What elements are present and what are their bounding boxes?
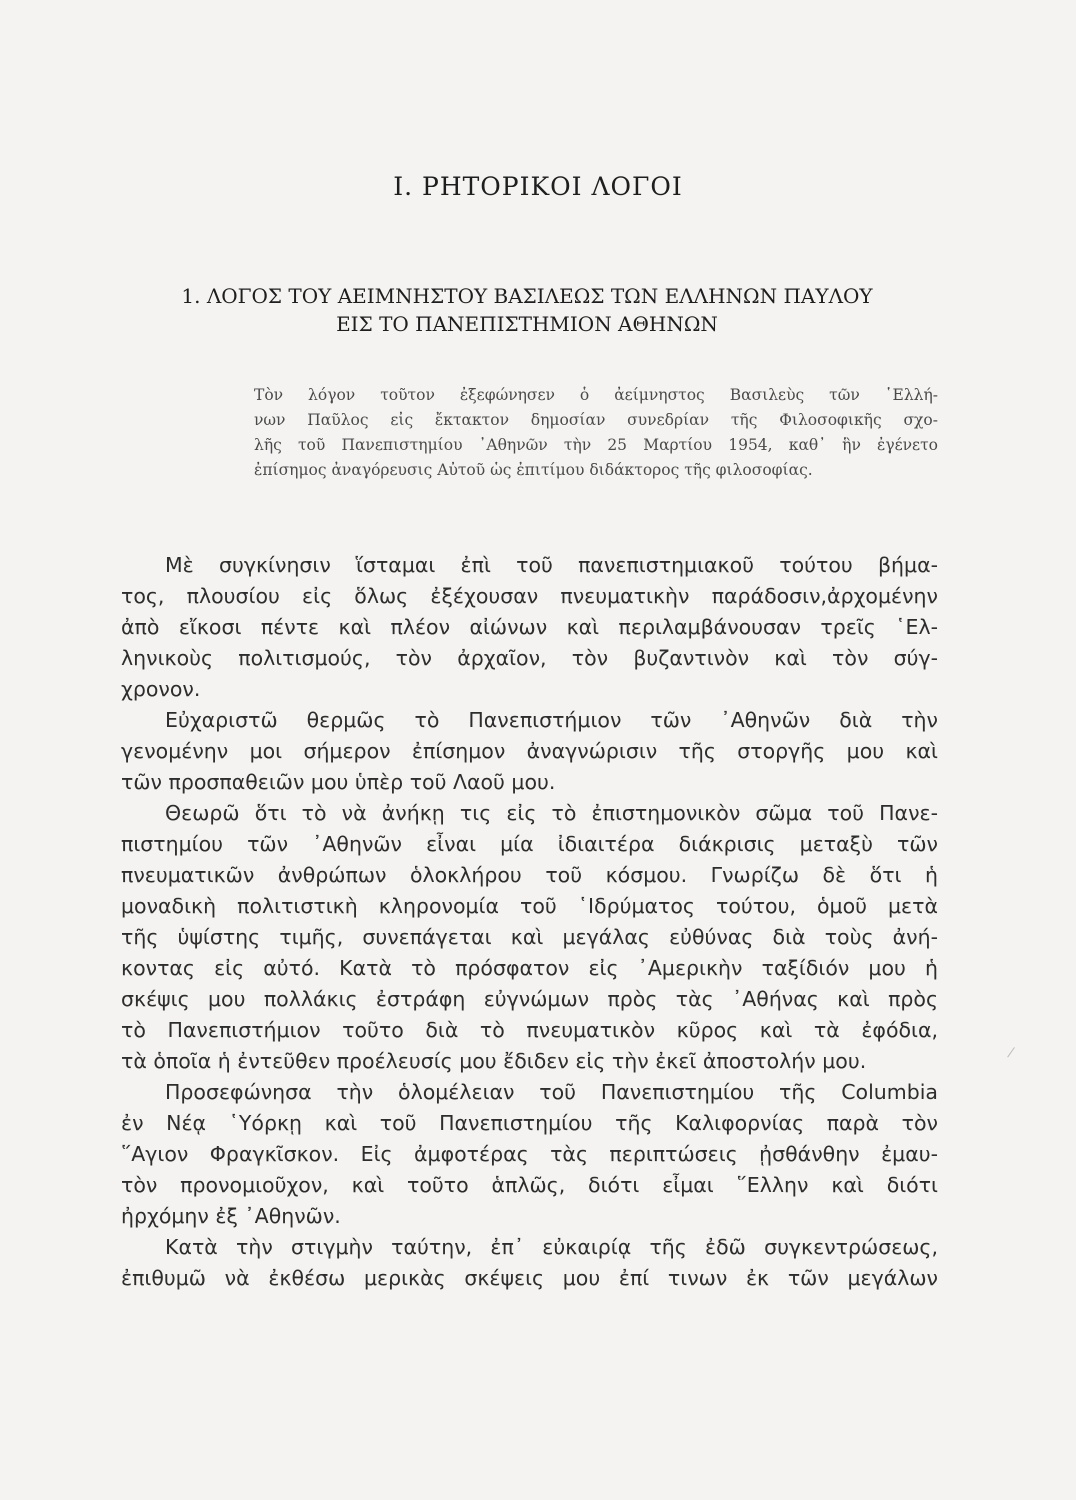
intro-line: λῆς τοῦ Πανεπιστημίου ᾿Αθηνῶν τὴν 25 Μαρτίου 1954, καθ᾿ ἣν ἐγένετο [254,436,938,454]
intro-line: νων Παῦλος εἰς ἔκτακτον δημοσίαν συνεδρίαν τῆς Φιλοσοφικῆς σχο- [254,411,938,429]
body-line: ἀπὸ εἴκοσι πέντε καὶ πλέον αἰώνων καὶ περιλαμβάνουσαν τρεῖς ῾Ελ- [121,615,938,639]
body-line: ἠρχόμην ἐξ ᾿Αθηνῶν. [121,1204,341,1228]
speech-heading-line: ΕΙΣ ΤΟ ΠΑΝΕΠΙΣΤΗΜΙΟΝ ΑΘΗΝΩΝ [336,312,718,336]
speech-heading [118,282,936,338]
body-line: Κατὰ τὴν στιγμὴν ταύτην, ἐπ᾿ εὐκαιρίᾳ τῆς ἐδῶ συγκεντρώσεως, [165,1235,938,1259]
body-line: Εὐχαριστῶ θερμῶς τὸ Πανεπιστήμιον τῶν ᾿Αθηνῶν διὰ τὴν [165,708,938,732]
intro-note [254,383,938,483]
body-line: πιστημίου τῶν ᾿Αθηνῶν εἶναι μία ἰδιαιτέρα διάκρισις μεταξὺ τῶν [121,832,938,856]
intro-line: Τὸν λόγον τοῦτον ἐξεφώνησεν ὁ ἀείμνηστος Βασιλεὺς τῶν ῾Ελλή- [254,386,938,404]
body-line: γενομένην μοι σήμερον ἐπίσημον ἀναγνώρισιν τῆς στοργῆς μου καὶ [121,739,938,763]
body-line: τὸ Πανεπιστήμιον τοῦτο διὰ τὸ πνευματικὸν κῦρος καὶ τὰ ἐφόδια, [121,1018,938,1042]
body-line: τὰ ὁποῖα ἡ ἐντεῦθεν προέλευσίς μου ἔδιδεν εἰς τὴν ἐκεῖ ἀποστολήν μου. [121,1049,867,1073]
body-line: σκέψις μου πολλάκις ἐστράφη εὐγνώμων πρὸς τὰς ᾿Αθήνας καὶ πρὸς [121,987,938,1011]
body-line: μοναδικὴ πολιτιστικὴ κληρονομία τοῦ ῾Ιδρύματος τούτου, ὁμοῦ μετὰ [121,894,938,918]
body-line: Θεωρῶ ὅτι τὸ νὰ ἀνήκῃ τις εἰς τὸ ἐπιστημονικὸν σῶμα τοῦ Πανε- [165,801,938,825]
body-line: τῶν προσπαθειῶν μου ὑπὲρ τοῦ Λαοῦ μου. [121,770,556,794]
margin-mark [1007,1047,1020,1061]
body-line: χρονον. [121,677,201,701]
speech-heading-line: 1. ΛΟΓΟΣ ΤΟΥ ΑΕΙΜΝΗΣΤΟΥ ΒΑΣΙΛΕΩΣ ΤΩΝ ΕΛΛΗΝΩΝ ΠΑΥΛΟΥ [181,284,873,308]
body-line: κοντας εἰς αὐτό. Κατὰ τὸ πρόσφατον εἰς ᾿Αμερικὴν ταξίδιόν μου ἡ [121,956,938,980]
body-line: τὸν προνομιοῦχον, καὶ τοῦτο ἁπλῶς, διότι εἶμαι ῞Ελλην καὶ διότι [121,1173,938,1197]
body-line: ληνικοὺς πολιτισμούς, τὸν ἀρχαῖον, τὸν βυζαντινὸν καὶ τὸν σύγ- [121,646,938,670]
body-line: ἐν Νέᾳ ῾Υόρκῃ καὶ τοῦ Πανεπιστημίου τῆς Καλιφορνίας παρὰ τὸν [121,1111,938,1135]
section-title: I. ΡΗΤΟΡΙΚΟΙ ΛΟΓΟΙ [393,172,683,201]
intro-line: ἐπίσημος ἀναγόρευσις Αὐτοῦ ὡς ἐπιτίμου διδάκτορος τῆς φιλοσοφίας. [254,461,813,479]
body-line: ἐπιθυμῶ νὰ ἐκθέσω μερικὰς σκέψεις μου ἐπί τινων ἐκ τῶν μεγάλων [121,1266,938,1290]
body-line: Προσεφώνησα τὴν ὁλομέλειαν τοῦ Πανεπιστημίου τῆς Columbia [165,1080,938,1104]
speech-body [121,550,938,1294]
body-line: τῆς ὑψίστης τιμῆς, συνεπάγεται καὶ μεγάλας εὐθύνας διὰ τοὺς ἀνή- [121,925,938,949]
body-line: ῞Αγιον Φραγκῖσκον. Εἰς ἀμφοτέρας τὰς περιπτώσεις ᾐσθάνθην ἐμαυ- [121,1142,938,1166]
body-line: τος, πλουσίου εἰς ὅλως ἐξέχουσαν πνευματικὴν παράδοσιν,ἀρχομένην [121,584,938,608]
body-line: Μὲ συγκίνησιν ἵσταμαι ἐπὶ τοῦ πανεπιστημιακοῦ τούτου βήμα- [165,553,938,577]
body-line: πνευματικῶν ἀνθρώπων ὁλοκλήρου τοῦ κόσμου. Γνωρίζω δὲ ὅτι ἡ [121,863,938,887]
